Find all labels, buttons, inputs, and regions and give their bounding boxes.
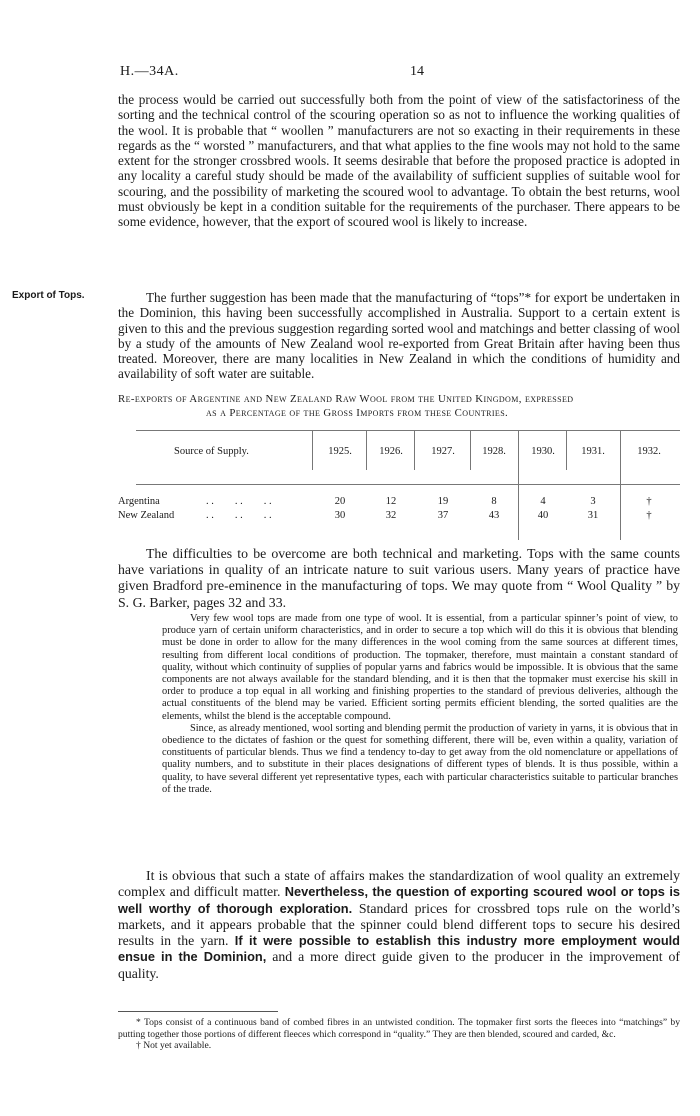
table-leader-dots: . . . . . . (206, 510, 272, 521)
conclusion-bold-b: If it were possible to establish this industry more employment would ensue in the Dominion, (118, 933, 681, 965)
table-cell: 20 (334, 496, 346, 507)
table-row-name: Argentina (118, 496, 160, 507)
table-header-year: 1930. (531, 446, 555, 457)
paragraph-4 (118, 868, 680, 982)
table-cell: 31 (587, 510, 599, 521)
quote-paragraph-1: Very few wool tops are made from one type of wool. It is essential, from a particular spinner’s point of view, to produce yarn of certain uniform characteristics, and in order to secure a top which will do this it is obvious that blending must be done in order to allow for the many differences in the wool coming from the same sources at different times, resulting from different local conditions of production. The topmaker, therefore, must maintain a constant standard of quality, without which continuity of supplies of popular yarns and fabrics would be impossible. It is obvious that the same components are not always available for the standard blending, and it is then that the topmaker must exercise his skill in order to produce a top equal in all working and finishing properties to the standard of previous deliveries, although the actual constituents of the blend may be varied. Efficient sorting permits efficient blending, the sorted qualities are the elements, whilst the blend is the acceptable compound. (162, 613, 678, 722)
paragraph-scoured-wool (118, 92, 680, 230)
page-number: 14 (410, 64, 424, 79)
re-exports-table (118, 426, 680, 538)
table-col-rule (518, 430, 519, 540)
table-col-rule (366, 430, 367, 470)
table-cell: 12 (385, 496, 397, 507)
table-cell: † (646, 496, 652, 507)
table-cell: 37 (437, 510, 449, 521)
paragraph-1: the process would be carried out successfully both from the point of view of the satisfactoriness of the sorting and the technical control of the scouring operation so as not to influence the working qualities of the wool. It is probable that “ woollen ” manufacturers are not so exacting in their requirements in these regards as the “ worsted ” manufacturers, and that what applies to the fine wools may not hold to the same extent for the stronger crossbred wools. It seems desirable that before the proposed practice is adopted in any locality a careful study should be made of the availability of sufficient supplies of suitable wool for scouring, and the possibility of marketing the scoured wool to advantage. To obtain the best returns, wool must obviously be kept in a condition suitable for the requirements of the purchaser. There appears to be some evidence, however, that the export of scoured wool is likely to increase. (118, 92, 680, 230)
footnotes (118, 1017, 680, 1052)
table-cell: 19 (437, 496, 449, 507)
table-cell: 8 (491, 496, 497, 507)
table-header-year: 1925. (328, 446, 352, 457)
table-cell: 3 (590, 496, 596, 507)
table-header-year: 1931. (581, 446, 605, 457)
table-cell: 40 (537, 510, 549, 521)
block-quote (162, 613, 678, 796)
table-cell: 43 (488, 510, 500, 521)
paragraph-tops-export (118, 290, 680, 382)
table-cell: 4 (540, 496, 546, 507)
table-col-rule (620, 430, 621, 540)
table-title-line-1: Re-exports of Argentine and New Zealand Raw Wool from the United Kingdom, expressed (118, 393, 574, 405)
conclusion-bold-a: Nevertheless, the question of exporting scoured wool or tops is well worthy of thorough exploration. (118, 884, 680, 916)
conclusion-text-c: and a more direct guide given to the producer in the improvement of quality. (118, 949, 680, 981)
table-header-source: Source of Supply. (174, 446, 249, 457)
table-col-rule (566, 430, 567, 470)
table-leader-dots: . . . . . . (206, 496, 272, 507)
table-cell: † (646, 510, 652, 521)
table-row-name: New Zealand (118, 510, 175, 521)
paragraph-conclusion (118, 868, 680, 982)
table-cell: 32 (385, 510, 397, 521)
table-header-year: 1928. (482, 446, 506, 457)
table-header-year: 1932. (637, 446, 661, 457)
table-title (118, 392, 680, 420)
footnote-tops: * Tops consist of a continuous band of combed fibres in an untwisted condition. The topmaker first sorts the fleeces into “matchings” by putting together those portions of different fleeces which correspond in “quality.” They are then blended, scoured and carded, &c. (118, 1017, 680, 1040)
table-header-year: 1927. (431, 446, 455, 457)
table-header-year: 1926. (379, 446, 403, 457)
table-title-line-2: as a Percentage of the Gross Imports from these Countries. (206, 407, 509, 419)
table-col-rule (470, 430, 471, 470)
footnote-not-available: † Not yet available. (136, 1040, 212, 1052)
conclusion-text-b: Standard prices for crossbred tops rule on the world’s markets, and it appears probable that the spinner could blend different tops to secure his desired results in the yarn. (118, 900, 681, 949)
footnote-rule (118, 1011, 278, 1012)
paragraph-3: The difficulties to be overcome are both technical and marketing. Tops with the same counts have variations in quality of an intricate nature to suit various users. Many years of practice have given Bradford pre-eminence in the manufacturing of tops. We may quote from “ Wool Quality ” by S. G. Barker, pages 32 and 33. (118, 546, 680, 610)
paragraph-difficulties (118, 546, 680, 611)
paragraph-2: The further suggestion has been made that the manufacturing of “tops”* for export be undertaken in the Dominion, this having been successfully accomplished in Australia. Support to a certain extent is given to this and the previous suggestion regarding sorted wool and matchings and better classing of wool by a study of the amounts of New Zealand wool re-exported from Great Britain after having been thus treated. Moreover, there are many localities in New Zealand in which the conditions of humidity and availability of soft water are suitable. (118, 290, 680, 382)
quote-paragraph-2: Since, as already mentioned, wool sorting and blending permit the production of variety in yarns, it is obvious that in obedience to the dictates of fashion or the quest for something different, there will be, even within a quality, variation of constituents of particular blends. Thus we find a tendency to-day to get away from the old nomenclature or appellations of quality numbers, and to substitute in their places designations of different types of blends. It is thus possible, within a quality, to have several different yet representative types, each with particular characteristics suitable to particular branches of the trade. (162, 722, 678, 795)
table-cell: 30 (334, 510, 346, 521)
table-col-rule (414, 430, 415, 470)
conclusion-text-a: It is obvious that such a state of affairs makes the standardization of wool quality an extremely complex and difficult matter. (118, 868, 680, 900)
table-col-rule (312, 430, 313, 470)
document-reference: H.—34A. (120, 64, 179, 79)
table-header-rule (136, 484, 680, 485)
table-top-rule (136, 430, 680, 431)
page-header (120, 64, 680, 84)
margin-note-export-of-tops: Export of Tops. (12, 290, 85, 301)
